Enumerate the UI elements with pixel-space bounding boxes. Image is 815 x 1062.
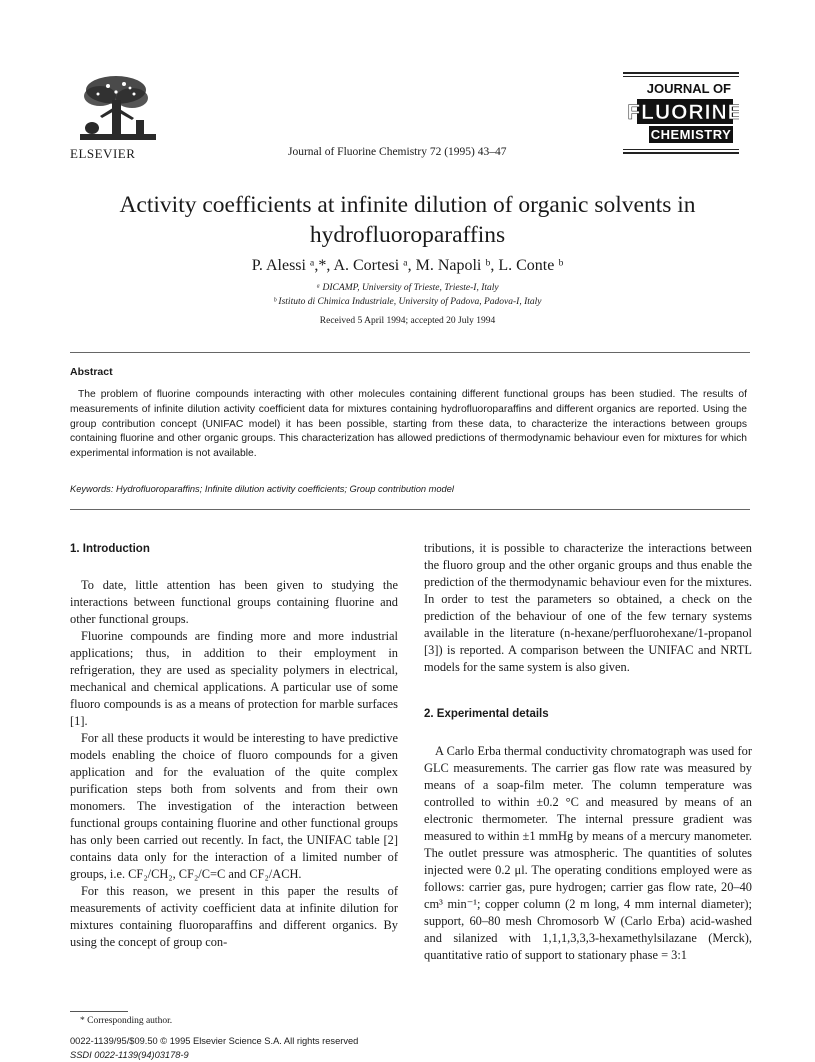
right-column-top xyxy=(424,540,752,676)
article-title: Activity coefficients at infinite dilution of organic solvents in hydrofluoroparaffins xyxy=(119,192,696,248)
keywords: Keywords: Hydrofluoroparaffins; Infinite dilution activity coefficients; Group contribution model xyxy=(70,484,454,494)
divider-bottom xyxy=(70,509,750,510)
right-column-bottom xyxy=(424,743,752,964)
ssdi-line: SSDI 0022-1139(94)03178-9 xyxy=(70,1050,189,1060)
publisher-name: ELSEVIER xyxy=(70,146,136,161)
intro-paragraph-5: tributions, it is possible to characterize the interactions between the fluoro group and the other organic groups and thus enable the prediction of the thermodynamic behaviour even for the mixtures. In order to test the parameters so obtained, a check on the prediction of the behaviour of one of the few ternary systems available in the literature (n-hexane/perfluorohexane/1-propanol [3]) is reported. A comparison between the UNIFAC and NRTL models for the same system is also given. xyxy=(424,541,752,674)
abstract-paragraph: The problem of fluorine compounds interacting with other molecules containing different functional groups has been studied. The results of measurements of infinite dilution activity coefficient data for mixtures containing hydrofluoroparaffins and different organics are reported. Using the group contribution concept (UNIFAC model) it has been possible, starting from these data, to characterize the interactions between groups containing fluorine and other organic groups. This characterization has allowed predictions of thermodynamic behaviour even for mixtures for which experimental information is not available. xyxy=(70,389,747,460)
footnote-divider xyxy=(70,1011,128,1012)
copyright-block xyxy=(70,1034,358,1062)
section-heading-experimental: 2. Experimental details xyxy=(424,708,549,720)
intro-paragraph-3: For all these products it would be interesting to have predictive models enabling the choice of fluoro compounds for a given application and for the evaluation of the quite complex purification steps both from solvents and from their own monomers. The investigation of the interaction between functional groups containing fluorine and other functional groups has only been carried out recently. In fact, the UNIFAC table [2] contains data only for the interaction of a limited number of groups, i.e. CF₂/CH₂, CF₂/C=C and CF₂/ACH. xyxy=(70,731,398,881)
journal-citation: Journal of Fluorine Chemistry 72 (1995) 43–47 xyxy=(288,146,507,158)
intro-paragraph-4: For this reason, we present in this paper the results of measurements of activity coefficient data at infinite dilution for mixtures containing fluoroparaffins and different organics. By using the concept of group con- xyxy=(70,884,398,949)
journal-logo-line3: CHEMISTRY xyxy=(650,127,732,142)
copyright-line: 0022-1139/95/$09.50 © 1995 Elsevier Science S.A. All rights reserved xyxy=(70,1036,359,1046)
elsevier-tree-logo xyxy=(70,72,160,144)
intro-paragraph-1: To date, little attention has been given to studying the interactions between functional groups containing fluorine and other functional groups. xyxy=(70,578,398,626)
section-heading-introduction: 1. Introduction xyxy=(70,543,150,555)
journal-logo xyxy=(623,72,739,154)
affiliation-b: ᵇ Istituto di Chimica Industriale, University of Padova, Padova-I, Italy xyxy=(273,297,542,307)
received-dates: Received 5 April 1994; accepted 20 July 1994 xyxy=(319,316,496,326)
left-column xyxy=(70,577,398,951)
abstract-heading: Abstract xyxy=(70,366,113,378)
intro-paragraph-2: Fluorine compounds are finding more and more industrial applications; thus, in addition to their employment in refrigeration, they are used as speciality polymers in electrical, mechanical and chemical applications. A particular use of some fluoro compounds is as a means of protection for marble surfaces [1]. xyxy=(70,629,398,728)
journal-logo-line1: JOURNAL OF xyxy=(646,81,731,96)
abstract-text xyxy=(70,388,747,462)
corresponding-author-footnote: * Corresponding author. xyxy=(80,1016,173,1026)
experimental-paragraph-1: A Carlo Erba thermal conductivity chromatograph was used for GLC measurements. The carrier gas flow rate was measured by means of a soap-film meter. The column temperature was controlled to within ±0.2 °C and measured by means of an electronic thermometer. The internal pressure gradient was measured to within ±1 mmHg by means of a mercury manometer. The outlet pressure was atmospheric. The quantities of solutes injected were 0.2 μl. The operating conditions employed were as follows: carrier gas, pure hydrogen; carrier gas flow rate, 20–40 cm³ min⁻¹; copper column (2 m long, 4 mm internal diameter); support, 60–80 mesh Chromosorb W (Carlo Erba) acid-washed and silanized with 1,1,1,3,3,3-hexamethylsilazane (Merck), quantitative ratio of support to stationary phase = 3:1 xyxy=(424,744,752,962)
author-list: P. Alessi ᵃ,*, A. Cortesi ᵃ, M. Napoli ᵇ, L. Conte ᵇ xyxy=(251,257,564,274)
affiliation-a: ᵃ DICAMP, University of Trieste, Trieste-I, Italy xyxy=(316,283,499,293)
journal-logo-line2: FLUORINE xyxy=(627,101,739,124)
divider-top xyxy=(70,352,750,353)
